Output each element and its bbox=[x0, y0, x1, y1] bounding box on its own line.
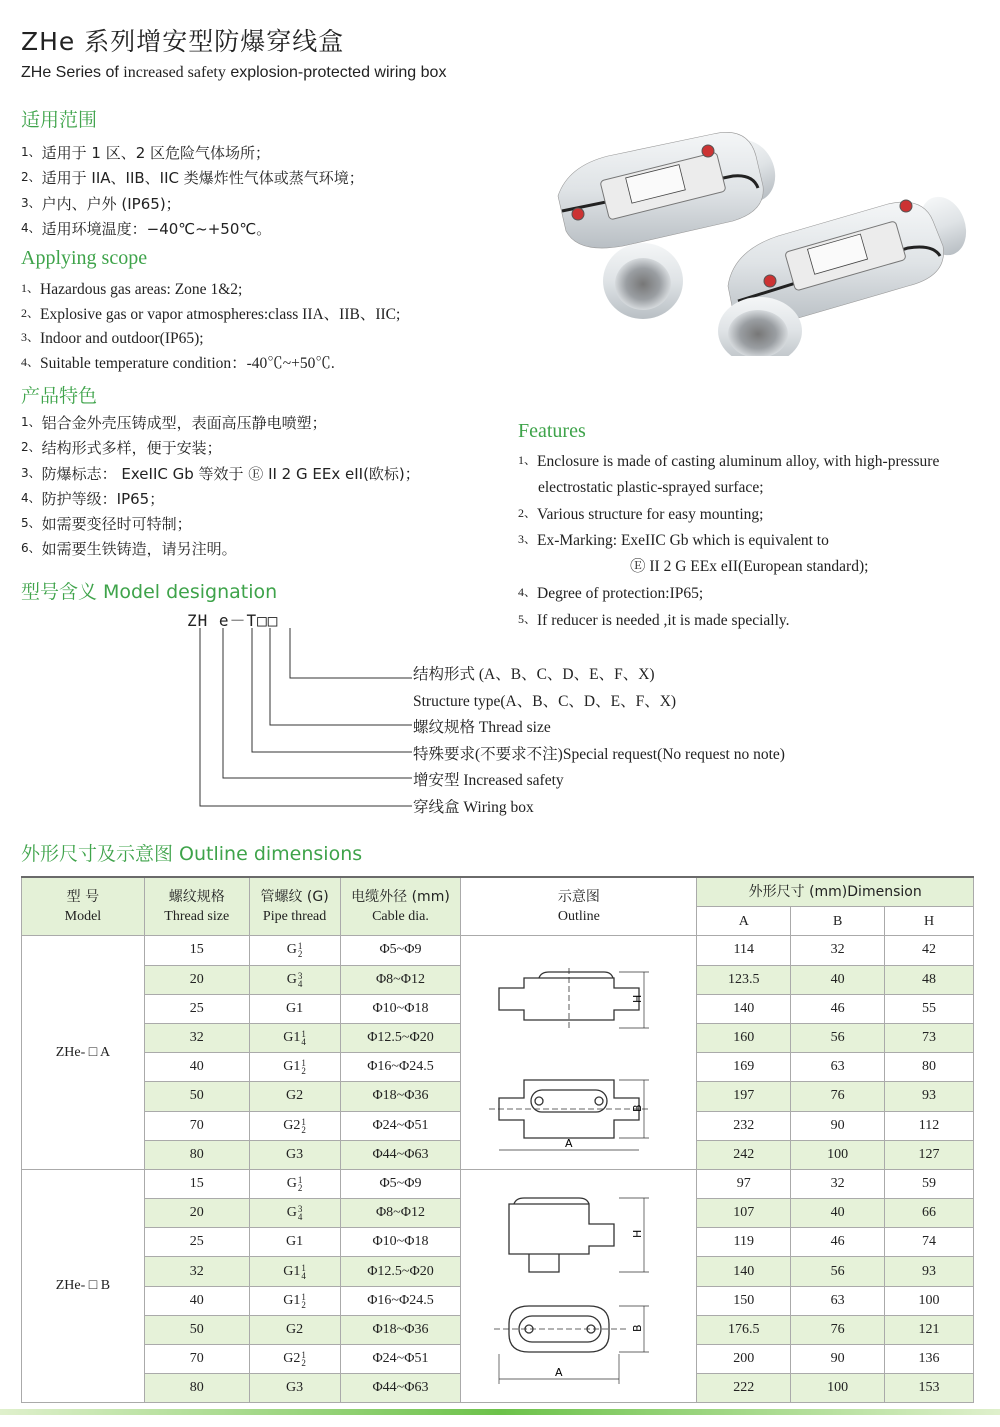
pipe-thread-cell: G 3 4 bbox=[249, 965, 340, 994]
pipe-thread-cell: G 3 4 bbox=[249, 1199, 340, 1228]
cable-dia-cell: Φ44~Φ63 bbox=[340, 1140, 461, 1169]
dim-b-cell: 90 bbox=[791, 1345, 885, 1374]
dim-b-cell: 90 bbox=[791, 1111, 885, 1140]
features-heading-cn: 产品特色 bbox=[21, 385, 98, 407]
scope-list-cn bbox=[21, 140, 364, 241]
dim-a-cell: 119 bbox=[697, 1228, 791, 1257]
dim-a-cell: 169 bbox=[697, 1053, 791, 1082]
dim-a-cell: 197 bbox=[697, 1082, 791, 1111]
dim-a-cell: 150 bbox=[697, 1286, 791, 1315]
pipe-thread-cell: G1 bbox=[249, 1228, 340, 1257]
header-outline: 示意图 Outline bbox=[461, 877, 697, 936]
dim-h-cell: 136 bbox=[885, 1345, 974, 1374]
list-item: 1、铝合金外壳压铸成型，表面高压静电喷塑； bbox=[21, 414, 327, 432]
list-item: 1、Hazardous gas areas: Zone 1&2; bbox=[21, 281, 243, 298]
model-label-structure-cn: 结构形式 (A、B、C、D、E、F、X) bbox=[413, 666, 655, 683]
scope-heading-en: Applying scope bbox=[21, 247, 148, 269]
features-heading-en: Features bbox=[518, 420, 586, 442]
dim-h-cell: 100 bbox=[885, 1286, 974, 1315]
dim-b-cell: 76 bbox=[791, 1315, 885, 1344]
model-label-special: 特殊要求(不要求不注)Special request(No request no note) bbox=[413, 746, 785, 763]
scope-heading-cn: 适用范围 bbox=[21, 109, 98, 131]
page-title: ZHe 系列增安型防爆穿线盒 bbox=[21, 27, 345, 56]
dim-a-cell: 222 bbox=[697, 1374, 791, 1403]
model-code: ZH e－T□□ bbox=[187, 611, 279, 630]
thread-size-cell: 50 bbox=[144, 1082, 249, 1111]
dim-h-cell: 59 bbox=[885, 1169, 974, 1198]
cable-dia-cell: Φ44~Φ63 bbox=[340, 1374, 461, 1403]
dim-h-cell: 127 bbox=[885, 1140, 974, 1169]
pipe-thread-cell: G2 bbox=[249, 1082, 340, 1111]
product-photo bbox=[548, 126, 968, 356]
outline-drawing-b-icon bbox=[479, 1174, 679, 1394]
features-list-en bbox=[518, 448, 988, 634]
thread-size-cell: 80 bbox=[144, 1140, 249, 1169]
pipe-thread-cell: G1 1 2 bbox=[249, 1053, 340, 1082]
dim-b-cell: 100 bbox=[791, 1140, 885, 1169]
pipe-thread-cell: G1 bbox=[249, 994, 340, 1023]
dim-b-cell: 40 bbox=[791, 1199, 885, 1228]
dim-b-cell: 76 bbox=[791, 1082, 885, 1111]
pipe-thread-cell: G1 1 4 bbox=[249, 1023, 340, 1052]
dim-b-cell: 32 bbox=[791, 936, 885, 965]
list-item: 2、Explosive gas or vapor atmospheres:class IIA、IIB、IIC; bbox=[21, 305, 401, 323]
pipe-thread-cell: G3 bbox=[249, 1140, 340, 1169]
list-item: 1、适用于 1 区、2 区危险气体场所； bbox=[21, 144, 271, 162]
dim-h-cell: 74 bbox=[885, 1228, 974, 1257]
dim-a-cell: 140 bbox=[697, 994, 791, 1023]
pipe-thread-cell: G 1 2 bbox=[249, 1169, 340, 1198]
header-thread: 螺纹规格 Thread size bbox=[144, 877, 249, 936]
cable-dia-cell: Φ8~Φ12 bbox=[340, 1199, 461, 1228]
header-pipe: 管螺纹 (G) Pipe thread bbox=[249, 877, 340, 936]
header-a: A bbox=[697, 907, 791, 936]
list-item: 2、结构形式多样，便于安装； bbox=[21, 439, 222, 458]
thread-size-cell: 32 bbox=[144, 1023, 249, 1052]
thread-size-cell: 70 bbox=[144, 1111, 249, 1140]
cable-dia-cell: Φ5~Φ9 bbox=[340, 1169, 461, 1198]
dim-a-cell: 160 bbox=[697, 1023, 791, 1052]
dim-a-cell: 200 bbox=[697, 1345, 791, 1374]
wiring-box-right-icon bbox=[718, 190, 968, 356]
dim-b-label: B bbox=[630, 1104, 644, 1113]
pipe-thread-cell: G1 1 4 bbox=[249, 1257, 340, 1286]
list-item: 3、Indoor and outdoor(IP65); bbox=[21, 330, 204, 347]
dim-h-cell: 42 bbox=[885, 936, 974, 965]
dim-h-cell: 66 bbox=[885, 1199, 974, 1228]
table-row bbox=[22, 936, 974, 965]
dim-a-cell: 232 bbox=[697, 1111, 791, 1140]
cable-dia-cell: Φ18~Φ36 bbox=[340, 1315, 461, 1344]
dim-h-cell: 55 bbox=[885, 994, 974, 1023]
outline-drawing-cell bbox=[461, 936, 697, 1170]
cable-dia-cell: Φ18~Φ36 bbox=[340, 1082, 461, 1111]
dim-a-cell: 242 bbox=[697, 1140, 791, 1169]
thread-size-cell: 50 bbox=[144, 1315, 249, 1344]
thread-size-cell: 15 bbox=[144, 936, 249, 965]
thread-size-cell: 25 bbox=[144, 1228, 249, 1257]
scope-list-en bbox=[21, 277, 400, 375]
pipe-thread-cell: G2 1 2 bbox=[249, 1111, 340, 1140]
dim-a-label: A bbox=[554, 1365, 563, 1379]
dim-b-label: B bbox=[630, 1324, 644, 1332]
outline-heading: 外形尺寸及示意图 Outline dimensions bbox=[21, 843, 363, 865]
model-label-box: 穿线盒 Wiring box bbox=[413, 799, 534, 816]
dim-b-cell: 40 bbox=[791, 965, 885, 994]
model-label-thread: 螺纹规格 Thread size bbox=[413, 719, 551, 736]
thread-size-cell: 40 bbox=[144, 1053, 249, 1082]
dim-h-cell: 112 bbox=[885, 1111, 974, 1140]
dim-h-cell: 48 bbox=[885, 965, 974, 994]
cable-dia-cell: Φ5~Φ9 bbox=[340, 936, 461, 965]
dim-h-cell: 153 bbox=[885, 1374, 974, 1403]
dimensions-table bbox=[21, 876, 974, 1403]
dim-b-cell: 32 bbox=[791, 1169, 885, 1198]
page-subtitle: ZHe Series of increased safety explosion-protected wiring box bbox=[21, 64, 447, 81]
header-cable: 电缆外径 (mm) Cable dia. bbox=[340, 877, 461, 936]
cable-dia-cell: Φ10~Φ18 bbox=[340, 1228, 461, 1257]
thread-size-cell: 15 bbox=[144, 1169, 249, 1198]
thread-size-cell: 20 bbox=[144, 1199, 249, 1228]
footer-bar bbox=[0, 1409, 1000, 1415]
cable-dia-cell: Φ8~Φ12 bbox=[340, 965, 461, 994]
cable-dia-cell: Φ12.5~Φ20 bbox=[340, 1257, 461, 1286]
pipe-thread-cell: G 1 2 bbox=[249, 936, 340, 965]
header-b: B bbox=[791, 907, 885, 936]
dim-h-label: H bbox=[630, 1229, 644, 1238]
dim-h-cell: 93 bbox=[885, 1257, 974, 1286]
header-dimension: 外形尺寸 (mm)Dimension bbox=[697, 877, 974, 907]
dim-h-cell: 73 bbox=[885, 1023, 974, 1052]
list-item: 5、如需要变径时可特制； bbox=[21, 515, 192, 534]
dim-b-cell: 100 bbox=[791, 1374, 885, 1403]
pipe-thread-cell: G2 bbox=[249, 1315, 340, 1344]
outline-drawing-a-icon bbox=[479, 940, 679, 1160]
dim-a-cell: 107 bbox=[697, 1199, 791, 1228]
cable-dia-cell: Φ16~Φ24.5 bbox=[340, 1286, 461, 1315]
header-h: H bbox=[885, 907, 974, 936]
cable-dia-cell: Φ12.5~Φ20 bbox=[340, 1023, 461, 1052]
list-item: 6、如需要生铁铸造，请另注明。 bbox=[21, 540, 237, 559]
thread-size-cell: 32 bbox=[144, 1257, 249, 1286]
outline-drawing-cell bbox=[461, 1169, 697, 1403]
list-item: 3、Ex-Marking: ExeIIC Gb which is equivalent to bbox=[518, 532, 829, 550]
dim-b-cell: 63 bbox=[791, 1053, 885, 1082]
dim-h-cell: 80 bbox=[885, 1053, 974, 1082]
model-leader-lines bbox=[190, 628, 420, 813]
dim-b-cell: 56 bbox=[791, 1023, 885, 1052]
model-label-structure-en: Structure type(A、B、C、D、E、F、X) bbox=[413, 693, 677, 710]
table-row bbox=[22, 1169, 974, 1198]
list-item: 4、防护等级：IP65； bbox=[21, 489, 165, 508]
dim-a-cell: 140 bbox=[697, 1257, 791, 1286]
pipe-thread-cell: G3 bbox=[249, 1374, 340, 1403]
model-heading: 型号含义 Model designation bbox=[21, 581, 278, 603]
list-item: 2、Various structure for easy mounting; bbox=[518, 505, 764, 523]
list-item: 3、防爆标志： ExeIIC Gb 等效于 Ⓔ II 2 G EEx eII(欧标)； bbox=[21, 464, 420, 483]
cable-dia-cell: Φ10~Φ18 bbox=[340, 994, 461, 1023]
list-item: 4、Degree of protection:IP65; bbox=[518, 584, 704, 602]
cable-dia-cell: Φ24~Φ51 bbox=[340, 1111, 461, 1140]
dim-h-cell: 93 bbox=[885, 1082, 974, 1111]
thread-size-cell: 25 bbox=[144, 994, 249, 1023]
cable-dia-cell: Φ24~Φ51 bbox=[340, 1345, 461, 1374]
model-label-safety: 增安型 Increased safety bbox=[413, 772, 564, 789]
thread-size-cell: 40 bbox=[144, 1286, 249, 1315]
thread-size-cell: 80 bbox=[144, 1374, 249, 1403]
list-item: 2、适用于 IIA、IIB、IIC 类爆炸性气体或蒸气环境； bbox=[21, 169, 364, 188]
thread-size-cell: 70 bbox=[144, 1345, 249, 1374]
dim-b-cell: 46 bbox=[791, 994, 885, 1023]
dim-h-label: H bbox=[630, 994, 644, 1004]
list-item: 1、Enclosure is made of casting aluminum alloy, with high-pressure bbox=[518, 453, 940, 470]
pipe-thread-cell: G1 1 2 bbox=[249, 1286, 340, 1315]
dim-b-cell: 63 bbox=[791, 1286, 885, 1315]
dim-b-cell: 56 bbox=[791, 1257, 885, 1286]
list-item: 4、适用环境温度：−40℃~+50℃。 bbox=[21, 219, 272, 238]
cable-dia-cell: Φ16~Φ24.5 bbox=[340, 1053, 461, 1082]
header-model: 型 号 Model bbox=[22, 877, 145, 936]
dim-a-cell: 123.5 bbox=[697, 965, 791, 994]
dim-a-cell: 176.5 bbox=[697, 1315, 791, 1344]
list-item: 4、Suitable temperature condition：-40℃~+50℃. bbox=[21, 354, 335, 372]
list-item: 5、If reducer is needed ,it is made specially. bbox=[518, 611, 790, 629]
dim-a-label: A bbox=[564, 1137, 573, 1151]
dim-a-cell: 114 bbox=[697, 936, 791, 965]
dim-a-cell: 97 bbox=[697, 1169, 791, 1198]
dim-b-cell: 46 bbox=[791, 1228, 885, 1257]
model-cell: ZHe- □ B bbox=[22, 1169, 145, 1403]
pipe-thread-cell: G2 1 2 bbox=[249, 1345, 340, 1374]
features-list-cn bbox=[21, 410, 420, 562]
list-item-continued: electrostatic plastic-sprayed surface; bbox=[538, 478, 764, 496]
list-item: 3、户内、户外 (IP65)； bbox=[21, 194, 181, 213]
list-item-continued: Ⓔ II 2 G EEx eII(European standard); bbox=[630, 558, 869, 576]
thread-size-cell: 20 bbox=[144, 965, 249, 994]
dim-h-cell: 121 bbox=[885, 1315, 974, 1344]
model-cell: ZHe- □ A bbox=[22, 936, 145, 1170]
